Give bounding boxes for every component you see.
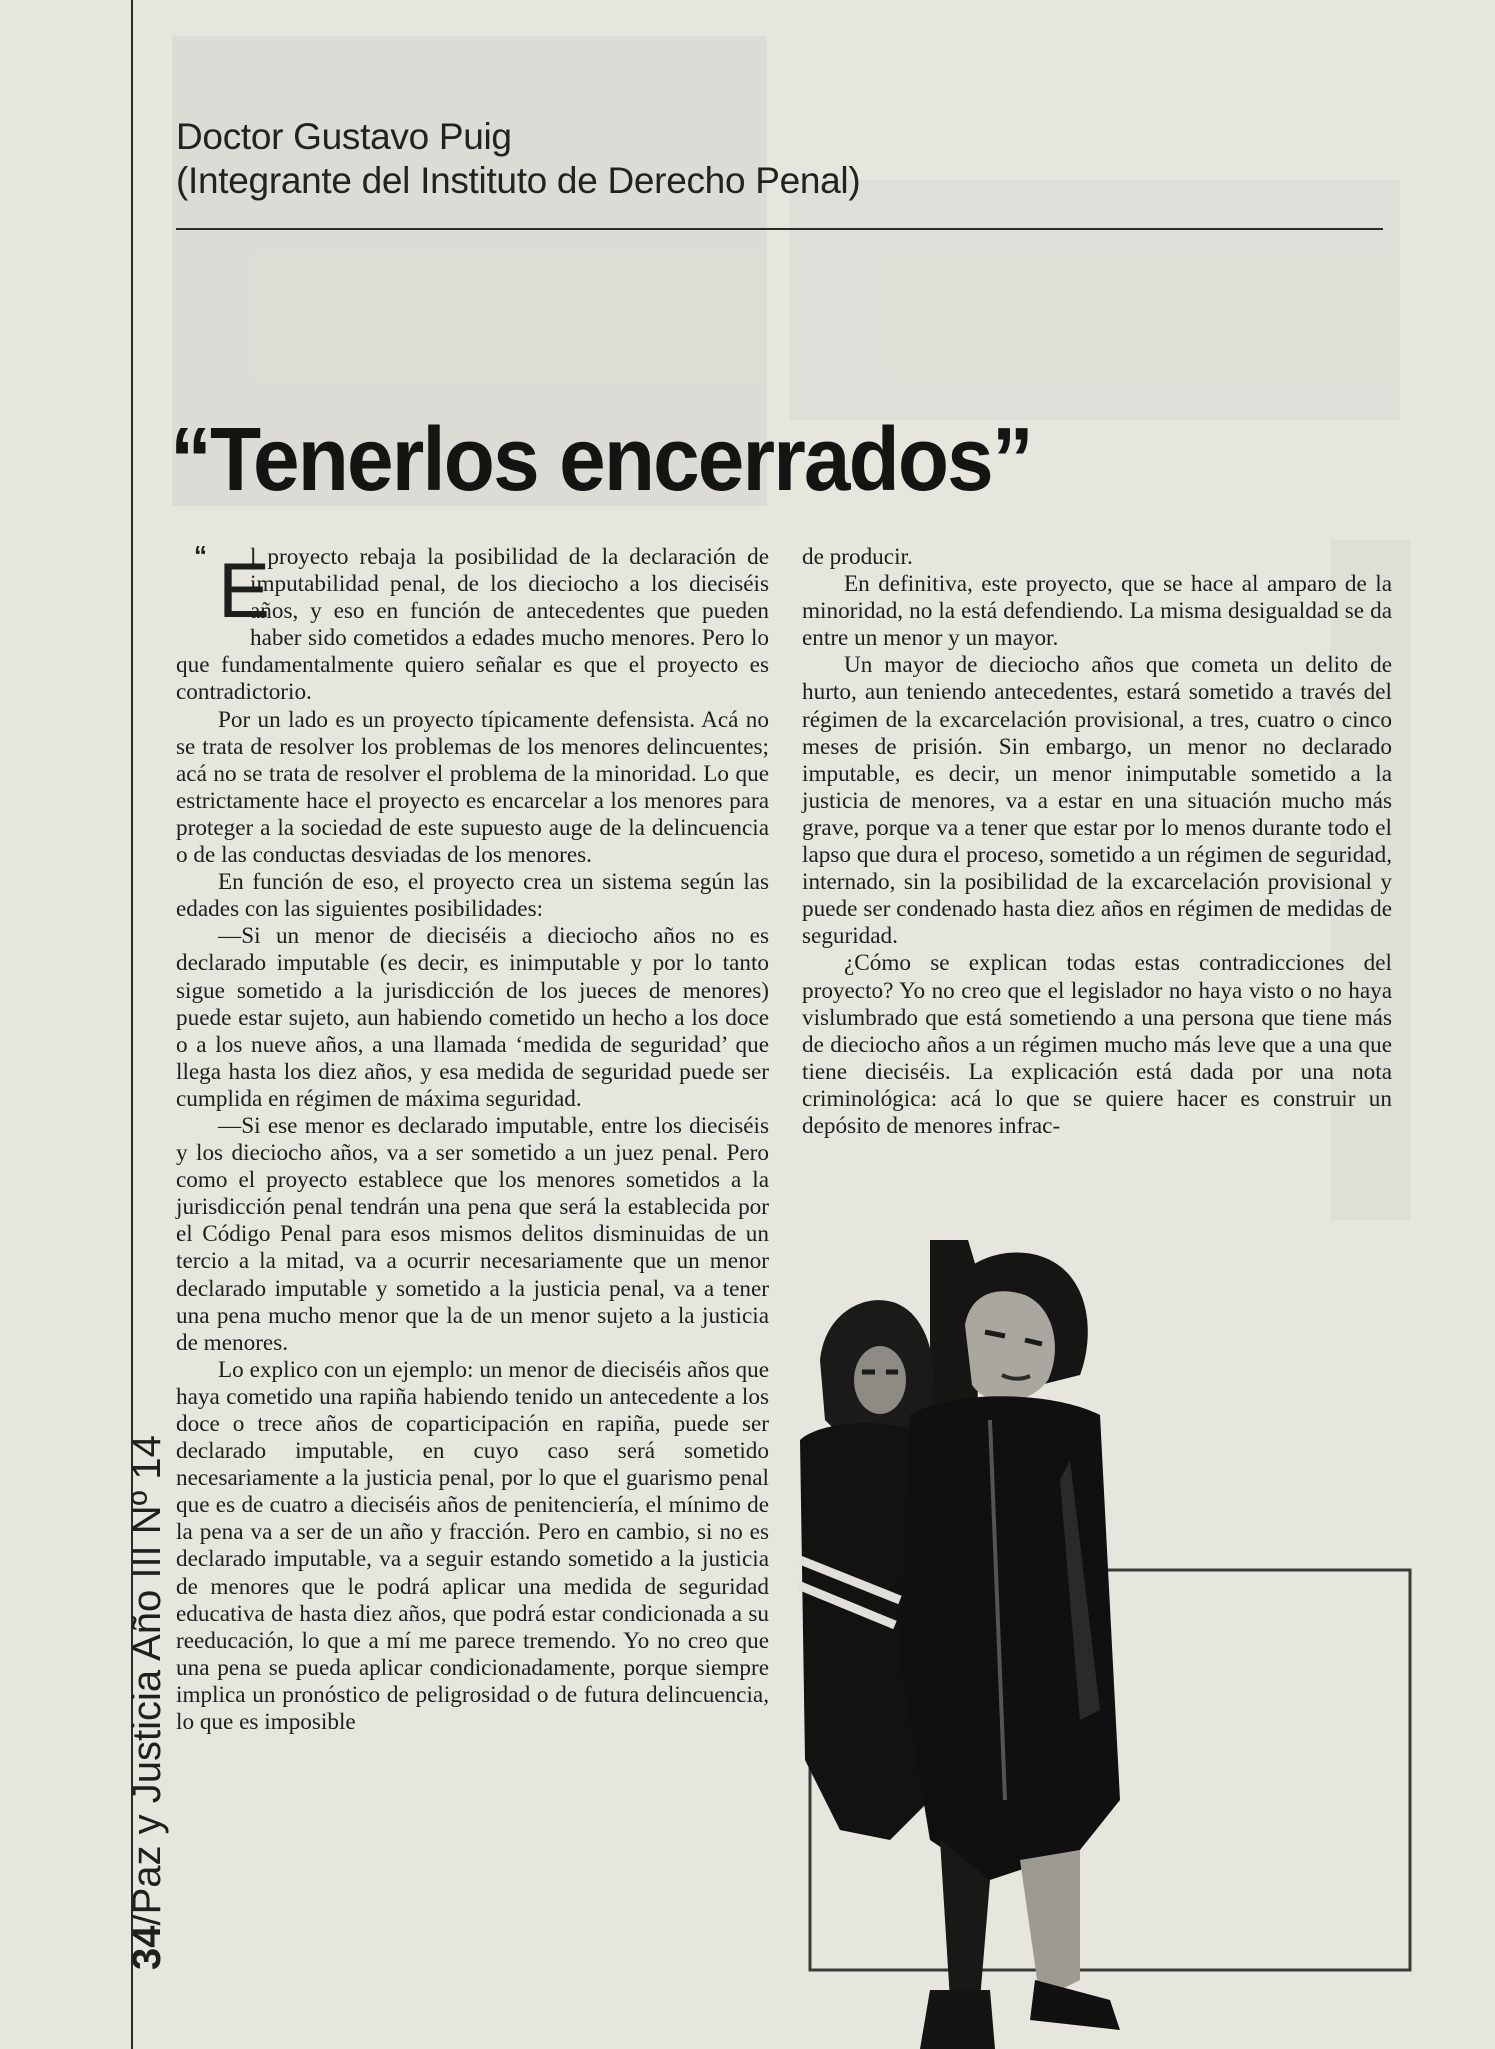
text-column-left bbox=[176, 540, 769, 1736]
publication-label: /Paz y Justicia Año III Nº 14 bbox=[125, 1435, 169, 1926]
paragraph: Por un lado es un proyecto típicamente defensista. Acá no se trata de resolver los problemas de los menores delincuentes; acá no se trata de resolver el problema de la minoridad. Lo que estrictamente hace el proyecto es encarcelar a los menores para proteger a la sociedad de este supuesto auge de la delincuencia o de las conductas desviadas de los menores. bbox=[176, 706, 769, 869]
author-affiliation: (Integrante del Instituto de Derecho Penal) bbox=[176, 160, 861, 201]
right-child-shoe bbox=[1030, 1980, 1120, 2030]
paragraph: de producir. bbox=[802, 544, 913, 570]
text-column-right bbox=[802, 544, 1392, 1140]
left-child-face bbox=[854, 1346, 906, 1414]
page-number: 34 bbox=[125, 1925, 169, 1970]
drop-cap bbox=[176, 540, 271, 634]
author-name: Doctor Gustavo Puig bbox=[176, 116, 512, 157]
paragraph: Un mayor de dieciocho años que cometa un delito de hurto, aun teniendo antecedentes, estará sometido a través del régimen de la excarcelación provisional, a tres, cuatro o cinco meses de prisión. Sin embargo, un menor no declarado imputable, es decir, un menor inimputable sometido a la justicia de menores, va a estar en una situación mucho más grave, porque va a tener que estar por lo menos durante todo el lapso que dura el proceso, sometido a un régimen de seguridad, internado, sin la posibilidad de la excarcelación provisional y puede ser condenado hasta diez años en régimen de medidas de seguridad. bbox=[802, 652, 1392, 950]
paragraph: —Si un menor de dieciséis a dieciocho años no es declarado imputable (es decir, es inimputable y por lo tanto sigue sometido a la jurisdicción de los jueces de menores) puede estar sujeto, aun habiendo cometido un hecho a los doce o a los nueve años, a una llamada ‘medida de seguridad’ que llega hasta los diez años, y esa medida de seguridad puede ser cumplida en régimen de máxima seguridad. bbox=[176, 923, 769, 1112]
page-folio bbox=[122, 1410, 172, 1970]
paragraph: —Si ese menor es declarado imputable, entre los dieciséis y los dieciocho años, va a ser sometido a un juez penal. Pero como el proyecto establece que los menores sometidos a la jurisdicción penal tendrán una pena que será la establecida por el Código Penal para esos mismos delitos disminuidas de un tercio a la mitad, va a ocurrir necesariamente que un menor declarado imputable y sometido a la justicia penal, va a tener una pena mucho menor que la de un menor sujeto a la justicia de menores. bbox=[176, 1112, 769, 1356]
paragraph: Lo explico con un ejemplo: un menor de dieciséis años que haya cometido una rapiña habiendo tenido un antecedente a los doce o trece años de coparticipación en rapiña, puede ser declarado imputable, en cuyo caso será sometido necesariamente a la justicia penal, por lo que el guarismo penal que es de cuatro a dieciséis años de penitenciería, el mínimo de la pena va a ser de un año y fracción. Pero en cambio, si no es declarado imputable, va a seguir estando sometido a la justicia de menores que le podrá aplicar una medida de seguridad educativa de hasta diez años, que podrá estar condicionada a su reeducación, lo que a mí me parece tremendo. Yo no creo que una pena se pueda aplicar condicionadamente, porque siempre implica un pronóstico de peligrosidad o de futura delincuencia, lo que es imposible bbox=[176, 1356, 769, 1736]
paragraph: En definitiva, este proyecto, que se hace al amparo de la minoridad, no la está defendiendo. La misma desigualdad se da entre un menor y un mayor. bbox=[802, 571, 1392, 652]
paragraph: En función de eso, el proyecto crea un sistema según las edades con las siguientes posibilidades: bbox=[176, 869, 769, 923]
paragraph-text: l proyecto rebaja la posibilidad de la declaración de imputabilidad penal, de los dieciocho a los dieciséis años, y eso en función de antecedentes que pueden haber sido cometidos a edades mucho menores. Pero lo que fundamentalmente quiero señalar es que el proyecto es contradictorio. bbox=[176, 544, 769, 706]
author-block bbox=[176, 115, 1076, 203]
photo-two-children-icon bbox=[780, 1240, 1430, 2049]
article-title: “Tenerlos encerrados” bbox=[170, 410, 1032, 510]
header-divider bbox=[176, 228, 1383, 230]
bleed-through-text bbox=[790, 180, 1400, 420]
drop-cap-letter: E bbox=[218, 546, 271, 634]
right-child-leg-right bbox=[1020, 1850, 1080, 2000]
left-shoe bbox=[920, 1990, 995, 2049]
paragraph: ¿Cómo se explican todas estas contradicciones del proyecto? Yo no creo que el legislador no haya visto o no haya vislumbrado que está sometiendo a una persona que tiene más de dieciocho años a un régimen mucho más leve que a una que tiene dieciséis. La explicación está dada por una nota criminológica: acá lo que se quiere hacer es construir un depósito de menores infrac- bbox=[802, 950, 1392, 1139]
drop-cap-quote: “ bbox=[194, 540, 207, 570]
paragraph bbox=[176, 540, 769, 707]
